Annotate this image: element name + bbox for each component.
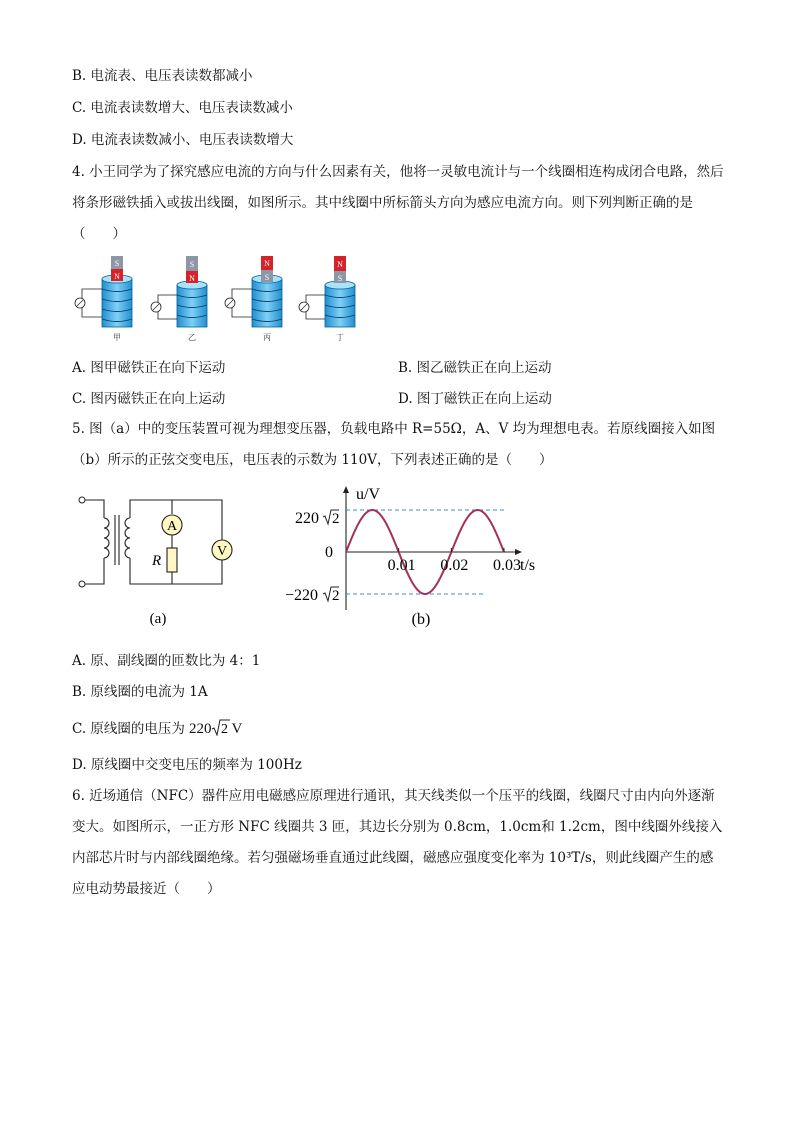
q5-option-c-radicand: 2 [221, 722, 229, 736]
coil-figure-jia [75, 256, 132, 342]
voltmeter-label: V [216, 544, 228, 559]
label-jia: 甲 [113, 333, 121, 342]
q5-option-c-value: 220 [188, 721, 212, 737]
y-max-label: 220 [295, 510, 319, 527]
q5-option-a: A. 原、副线圈的匝数比为 4：1 [72, 653, 261, 669]
y-axis-label: u/V [356, 486, 380, 503]
q5-option-c [72, 718, 242, 739]
magnet-ding-top-label: N [337, 260, 343, 269]
q4-stem: 4. 小王同学为了探究感应电流的方向与什么因素有关，他将一灵敏电流计与一个线圈相连构成闭合电路，然后将条形磁铁插入或拔出线圈，如图所示。其中线圈中所标箭头方向为感应电流方向。则下列判断正确的是（ ） [72, 164, 724, 242]
q3-option-c: C. 电流表读数增大、电压表读数减小 [72, 100, 293, 116]
q5-option-c-sqrt [211, 718, 231, 736]
coil-figure-ding [299, 256, 355, 342]
label-yi: 乙 [188, 333, 196, 342]
q4-option-b: B. 图乙磁铁正在向上运动 [398, 360, 552, 376]
q6-stem: 6. 近场通信（NFC）器件应用电磁感应原理进行通讯，其天线类似一个压平的线圈，线圈尺寸由内向外逐渐变大。如图所示，一正方形 NFC 线圈共 3 匝，其边长分别为 0.8cm，1.0cm和 1.2cm，图中线圈外线接入内部芯片时与内部线圈绝缘。若匀强磁场垂直通过此线圈，磁感应强度变化率为 10³T/s，则此线圈产生的感应电动势最接近（ ） [72, 788, 723, 897]
y-min-label: −220 [285, 587, 319, 604]
q4-option-d: D. 图丁磁铁正在向上运动 [398, 391, 552, 407]
q5-option-c-prefix: C. 原线圈的电压为 [72, 721, 185, 737]
coil-figure-bing [225, 256, 282, 342]
zero-label: 0 [325, 544, 333, 561]
q5-option-b: B. 原线圈的电流为 1A [72, 684, 208, 700]
magnet-bing-bottom-label: S [264, 273, 270, 282]
x-axis-label: t/s [520, 557, 536, 574]
resistor [167, 548, 177, 572]
graph-caption: (b) [411, 611, 431, 628]
magnet-jia-bottom-label: N [114, 272, 120, 281]
q3-option-b: B. 电流表、电压表读数都减小 [72, 68, 253, 84]
circuit-caption: (a) [149, 611, 167, 627]
magnet-yi-top-label: S [189, 260, 195, 269]
transformer-circuit [72, 488, 242, 628]
ammeter-label: A [166, 519, 178, 534]
q4-option-a: A. 图甲磁铁正在向下运动 [72, 360, 226, 376]
coil-figure-yi [151, 256, 207, 342]
magnet-bing-top-label: N [264, 259, 270, 268]
q4-figure [72, 252, 372, 346]
x-tick-label: 0.03 [493, 557, 521, 574]
y-max-radicand: 2 [332, 511, 340, 527]
x-tick-label: 0.02 [440, 557, 469, 574]
magnet-jia-top-label: S [114, 259, 120, 268]
label-bing: 丙 [263, 333, 271, 342]
q5-option-d: D. 原线圈中交变电压的频率为 100Hz [72, 757, 302, 773]
x-tick-label: 0.01 [387, 557, 416, 574]
q3-option-d: D. 电流表读数减小、电压表读数增大 [72, 132, 294, 148]
resistor-label: R [152, 553, 162, 569]
primary-coil [104, 518, 109, 558]
q5-stem: 5. 图（a）中的变压装置可视为理想变压器，负载电路中 R=55Ω，A、V 均为理想电表。若原线圈接入如图（b）所示的正弦交变电压，电压表的示数为 110V，下列表述正确的是（ ） [72, 421, 716, 468]
q4-option-c: C. 图丙磁铁正在向上运动 [72, 391, 226, 407]
q5-option-c-unit: V [231, 721, 243, 737]
magnet-yi-bottom-label: N [189, 274, 195, 283]
y-min-radicand: 2 [332, 588, 340, 604]
label-ding: 丁 [336, 333, 344, 342]
secondary-coil [125, 518, 130, 558]
magnet-ding-bottom-label: S [337, 274, 343, 283]
voltage-graph [280, 482, 555, 630]
